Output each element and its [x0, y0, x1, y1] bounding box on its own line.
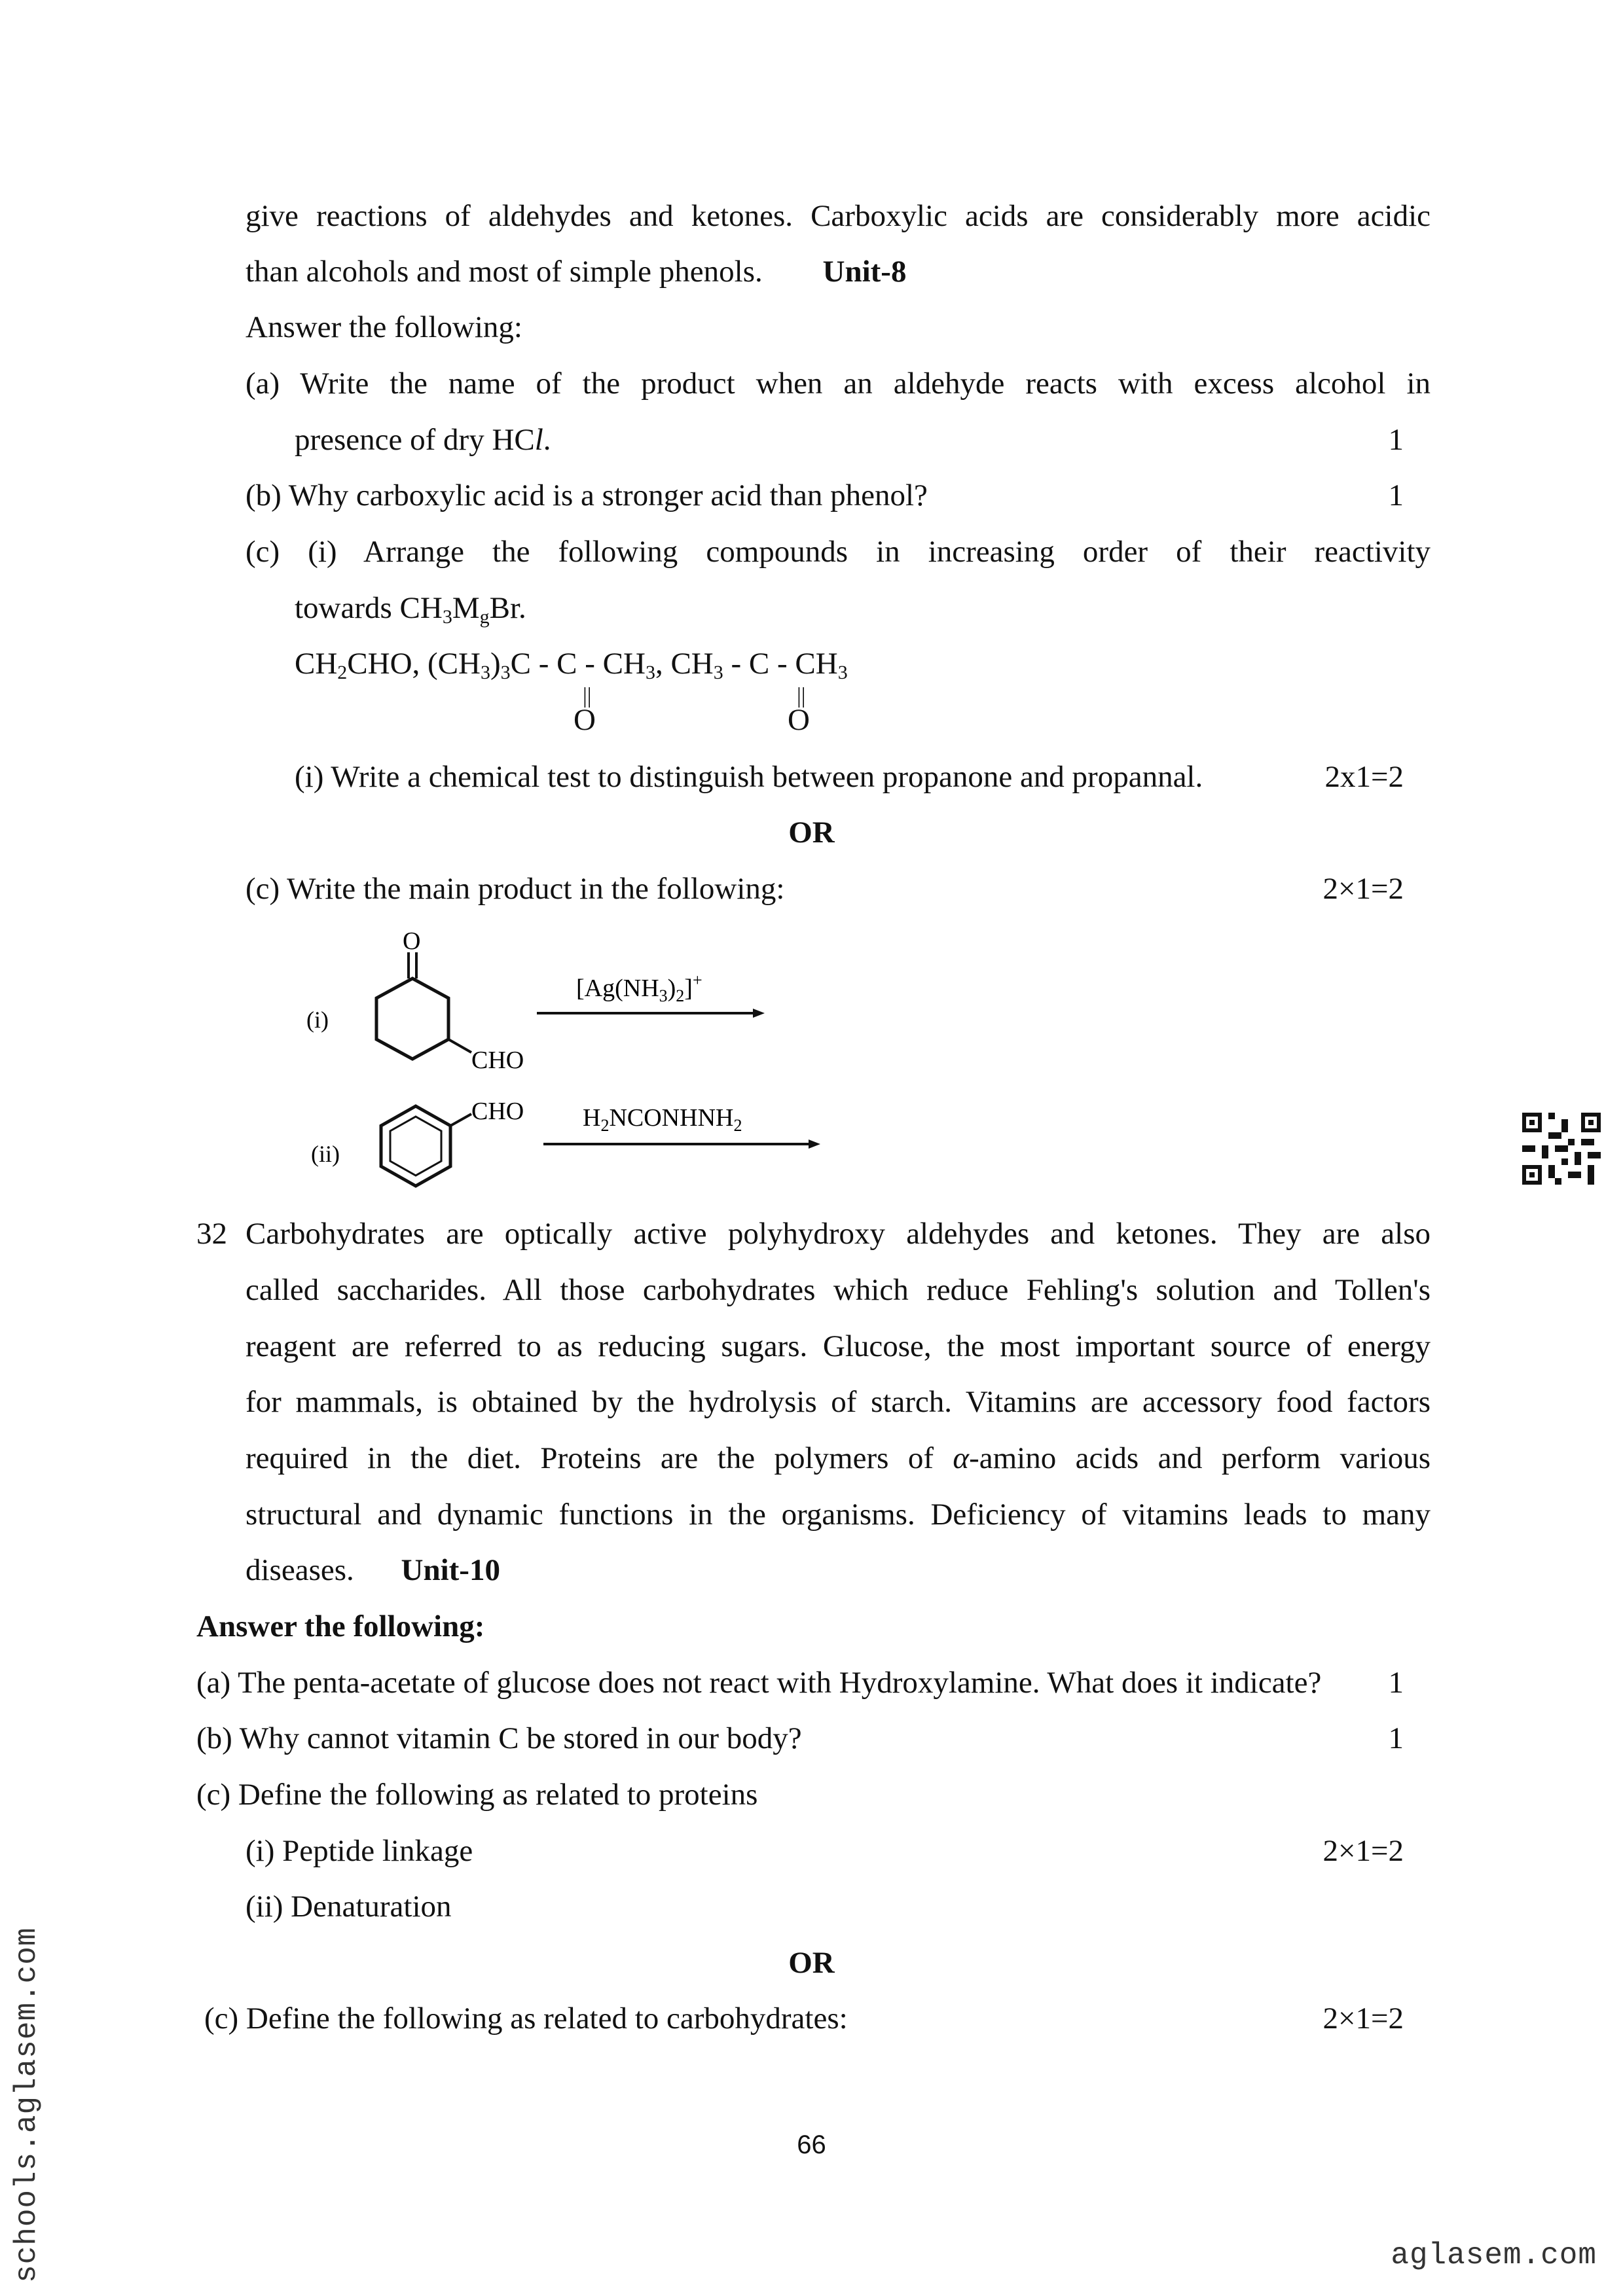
reagent-text: [Ag(NH	[576, 975, 659, 1002]
reagent	[576, 971, 702, 1005]
reaction-label: (ii)	[311, 1141, 340, 1167]
subscript: 3	[442, 606, 452, 628]
question-a: (a) The penta-acetate of glucose does not react with Hydroxylamine. What does it indicate?	[196, 1666, 1322, 1700]
marks: 2x1=2	[1324, 760, 1404, 794]
reagent-text: NCONHNH	[609, 1104, 734, 1132]
reaction-i	[295, 923, 884, 1080]
question-number: 32	[196, 1217, 227, 1251]
subscript: 3	[837, 662, 848, 683]
cyclohexane-ring	[376, 978, 448, 1059]
text: -amino acids and perform various	[969, 1441, 1431, 1475]
marks: 2×1=2	[1322, 2001, 1404, 2036]
subscript: 2	[337, 662, 348, 683]
text: towards CH	[295, 591, 443, 625]
reaction-ii	[295, 1086, 884, 1204]
question-c: (c) Define the following as related to proteins	[196, 1778, 758, 1812]
paragraph-line	[246, 1551, 500, 1590]
marks: 2×1=2	[1322, 872, 1404, 906]
subscript: 2	[600, 1116, 610, 1135]
qr-code-icon	[1522, 1113, 1601, 1185]
text: presence of dry HC	[295, 423, 535, 457]
benzene-inner-ring	[390, 1117, 441, 1175]
paragraph-line	[246, 252, 906, 291]
question-c: (c) (i) Arrange the following compounds in increasing order of their reactivity	[246, 535, 1431, 569]
question-a-cont	[295, 420, 551, 459]
marks: 1	[1388, 1666, 1404, 1700]
substituent-bond	[448, 1039, 471, 1052]
oxygen-atom: O	[788, 703, 810, 737]
paragraph-text: than alcohols and most of simple phenols.	[246, 255, 763, 289]
paragraph-line: give reactions of aldehydes and ketones. Carboxylic acids are considerably more acidic	[246, 199, 1431, 233]
subscript: g	[479, 606, 490, 628]
oxygen-atom: O	[574, 703, 596, 737]
reaction-ii-structure	[295, 1086, 884, 1204]
question-c-ii: (i) Write a chemical test to distinguish between propanone and propannal.	[295, 760, 1203, 794]
text: - C - CH	[723, 647, 838, 681]
question-a: (a) Write the name of the product when an aldehyde reacts with excess alcohol in	[246, 367, 1431, 401]
subscript: 2	[676, 986, 685, 1005]
superscript: +	[692, 971, 702, 990]
reagent-text: )	[667, 975, 676, 1002]
paragraph-line: called saccharides. All those carbohydrates which reduce Fehling's solution and Tollen's	[246, 1273, 1431, 1307]
or-separator: OR	[788, 1946, 835, 1980]
reagent-text: ]	[684, 975, 693, 1002]
text: required in the diet. Proteins are the polymers of	[246, 1441, 934, 1475]
reaction-i-structure	[295, 923, 884, 1080]
paragraph-line: reagent are referred to as reducing sugars. Glucose, the most important source of energy	[246, 1329, 1431, 1363]
marks: 1	[1388, 478, 1404, 512]
question-c-alt: (c) Write the main product in the following:	[246, 872, 785, 906]
text: Br.	[489, 591, 526, 625]
double-bond: ||	[583, 684, 592, 708]
page-number: 66	[797, 2130, 826, 2159]
text: CHO, (CH	[347, 647, 481, 681]
subscript: 3	[500, 662, 511, 683]
text: CH	[295, 647, 338, 681]
instruction: Answer the following:	[246, 310, 522, 344]
paragraph-line: Carbohydrates are optically active polyhydroxy aldehydes and ketones. They are also	[246, 1217, 1431, 1251]
unit-label: Unit-10	[401, 1553, 500, 1587]
reaction-label: (i)	[306, 1007, 329, 1033]
question-c-i: (i) Peptide linkage	[246, 1834, 473, 1868]
unit-label: Unit-8	[822, 255, 907, 289]
question-c-cont	[295, 588, 526, 628]
compound-list	[295, 644, 848, 683]
subscript: 3	[645, 662, 655, 683]
oxygen-atom: O	[403, 927, 421, 955]
question-b: (b) Why cannot vitamin C be stored in our body?	[196, 1721, 802, 1755]
substituent-bond	[450, 1114, 471, 1126]
text: diseases.	[246, 1553, 354, 1587]
qr-code	[1522, 1113, 1601, 1185]
marks: 2×1=2	[1322, 1834, 1404, 1868]
text: C - C - CH	[510, 647, 646, 681]
substituent-label: CHO	[471, 1047, 524, 1074]
substituent-label: CHO	[471, 1098, 524, 1125]
subscript: 3	[713, 662, 723, 683]
marks: 1	[1388, 423, 1404, 457]
reagent-text: H	[583, 1104, 601, 1132]
watermark-side: schools.aglasem.com	[10, 1927, 44, 2283]
text-italic: l	[534, 423, 543, 457]
question-b: (b) Why carboxylic acid is a stronger acid than phenol?	[246, 478, 928, 512]
marks: 1	[1388, 1721, 1404, 1755]
paragraph-line: structural and dynamic functions in the organisms. Deficiency of vitamins leads to many	[246, 1498, 1431, 1532]
subscript: 3	[480, 662, 490, 683]
arrow-head	[809, 1139, 820, 1149]
text: , CH	[655, 647, 714, 681]
watermark-bottom: aglasem.com	[1391, 2238, 1597, 2272]
paragraph-line	[246, 1439, 1431, 1478]
text: )	[490, 647, 501, 681]
text: .	[543, 423, 551, 457]
paragraph-line: for mammals, is obtained by the hydrolysis of starch. Vitamins are accessory food factors	[246, 1385, 1431, 1419]
instruction: Answer the following:	[196, 1609, 485, 1643]
alpha-symbol: α	[953, 1441, 970, 1475]
question-c-alt: (c) Define the following as related to carbohydrates:	[204, 2001, 848, 2036]
or-separator: OR	[788, 816, 835, 850]
subscript: 2	[733, 1116, 742, 1135]
text: M	[452, 591, 480, 625]
double-bond: ||	[797, 684, 806, 708]
subscript: 3	[659, 986, 668, 1005]
benzene-ring	[381, 1106, 450, 1186]
arrow-head	[753, 1009, 765, 1018]
question-c-ii: (ii) Denaturation	[246, 1890, 452, 1924]
reagent	[583, 1104, 742, 1135]
